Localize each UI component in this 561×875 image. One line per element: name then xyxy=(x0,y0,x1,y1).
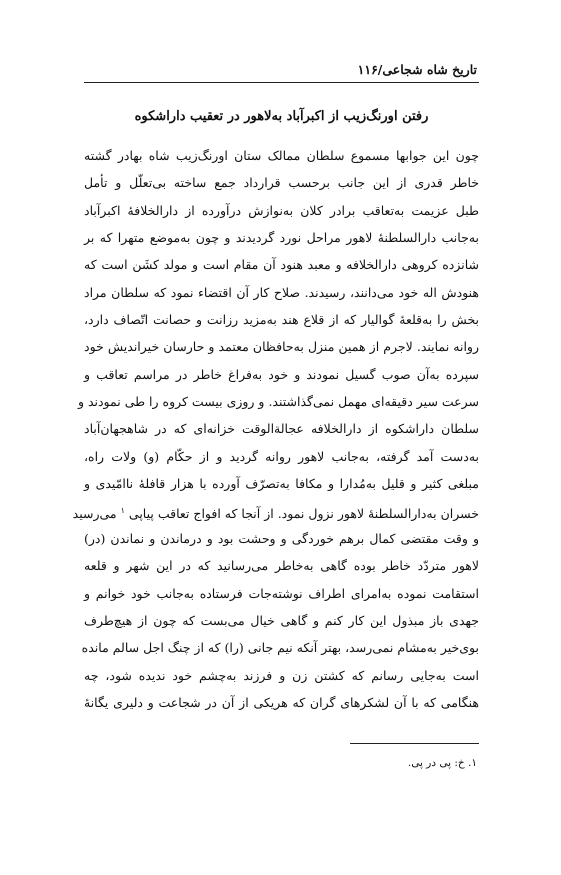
text-line: چون این جوابها مسموع سلطان ممالک ستان اورنگ‌زیب شاه بهادر گشته xyxy=(84,148,479,163)
text-line: سلطان داراشکوه از دارالخلافه عجالةالوقت خزانه‌ای که در شاهجهان‌آباد xyxy=(84,421,479,437)
text-line-end: می‌رسید xyxy=(72,506,117,522)
text-line: استقامت نموده به‌امرای اطراف نوشته‌جات فرستاده به‌جانب خود خوانم و xyxy=(84,585,479,601)
text-line: سپرده به‌آن صوب گسیل نمودند و خود به‌فراغ خاطر در مراسم تعاقب و xyxy=(84,366,479,382)
footnote: ۱. خ: پی در پی. xyxy=(407,757,477,769)
text-line: خاطر قدری از این جانب برحسب قرارداد جمع ساخته بی‌تعلّل و تأمل xyxy=(84,175,479,191)
header-rule xyxy=(84,82,479,83)
text-line: جهدی باز مبذول این کار کنم و گاهی خیال می‌بست که چون از هیچ‌طرف xyxy=(84,612,479,628)
text-line: هنودش اله خود می‌دانند، رسیدند. صلاح کار آن اقتضاء نمود که سلطان مراد xyxy=(84,284,479,300)
text-line: شانزده کروهی دارالخلافه و معبد هنود آن مقام است و مولد کشَن است که xyxy=(84,257,479,273)
text-line: به‌جانب دارالسلطنۀ لاهور مراحل نورد گردیدند و چون به‌موضع متهرا که بر xyxy=(84,230,479,246)
text-line: طبل عزیمت به‌تعاقب برادر کلان به‌نوازش درآورده از دارالخلافۀ اکبرآباد xyxy=(84,202,479,218)
chapter-title: رفتن اورنگ‌زیب از اکبرآباد به‌لاهور در تعقیب داراشکوه xyxy=(134,109,429,124)
text-line: مبلغی کثیر و قلیل به‌مُدارا و مکافا به‌تصرّف آورده با هزار قافلۀ ناامّیدی و xyxy=(84,476,479,492)
running-head: تاریخ شاه شجاعی/۱۱۶ xyxy=(357,62,477,77)
text-line: سرعت سیر دقیقه‌ای مهمل نمی‌گذاشتند. و روزی بیست کروه را طی نمودند و xyxy=(77,394,479,410)
body-text xyxy=(72,142,479,716)
text-line: است به‌جایی رسانم که کشتن زن و فرزند به‌چشم خود ندیده شود، چه xyxy=(84,667,479,683)
text-line: روانه نمایند. لاجرم از همین منزل به‌حافظان معتمد و حارسان خیراندیش خود xyxy=(84,339,479,355)
text-line: خسران به‌دارالسلطنۀ لاهور نزول نمود. از آنجا که افواج تعاقب پیاپی xyxy=(128,506,479,522)
text-line: بوی‌خیر به‌مشام نمی‌رسد، بهتر آنکه نیم جانی (را) که از چنگ اجل سالم مانده xyxy=(81,640,479,656)
text-line: و وقت مقتضی کمال برهم خوردگی و وحشت بود و درماندن و نماندن (در) xyxy=(84,530,479,546)
text-line: لاهور متردّد خاطر بوده گاهی به‌خاطر می‌رسانید که در این شهر و قلعه xyxy=(84,558,479,574)
text-line: بخش را به‌قلعۀ گوالیار که از قلاع هند به‌مزید رزانت و حصانت اتّصاف دارد، xyxy=(84,312,479,328)
text-line: هنگامی که با آن لشکرهای گران که هریکی از آن در شجاعت و دلیری یگانۀ xyxy=(84,694,479,710)
text-line-with-note xyxy=(72,497,479,524)
footnote-rule xyxy=(350,743,479,744)
text-line: به‌دست آمد گرفته، به‌جانب لاهور روانه گردید و از حکّام (و) ولات راه، xyxy=(84,448,479,464)
footnote-marker: ۱ xyxy=(120,506,125,516)
